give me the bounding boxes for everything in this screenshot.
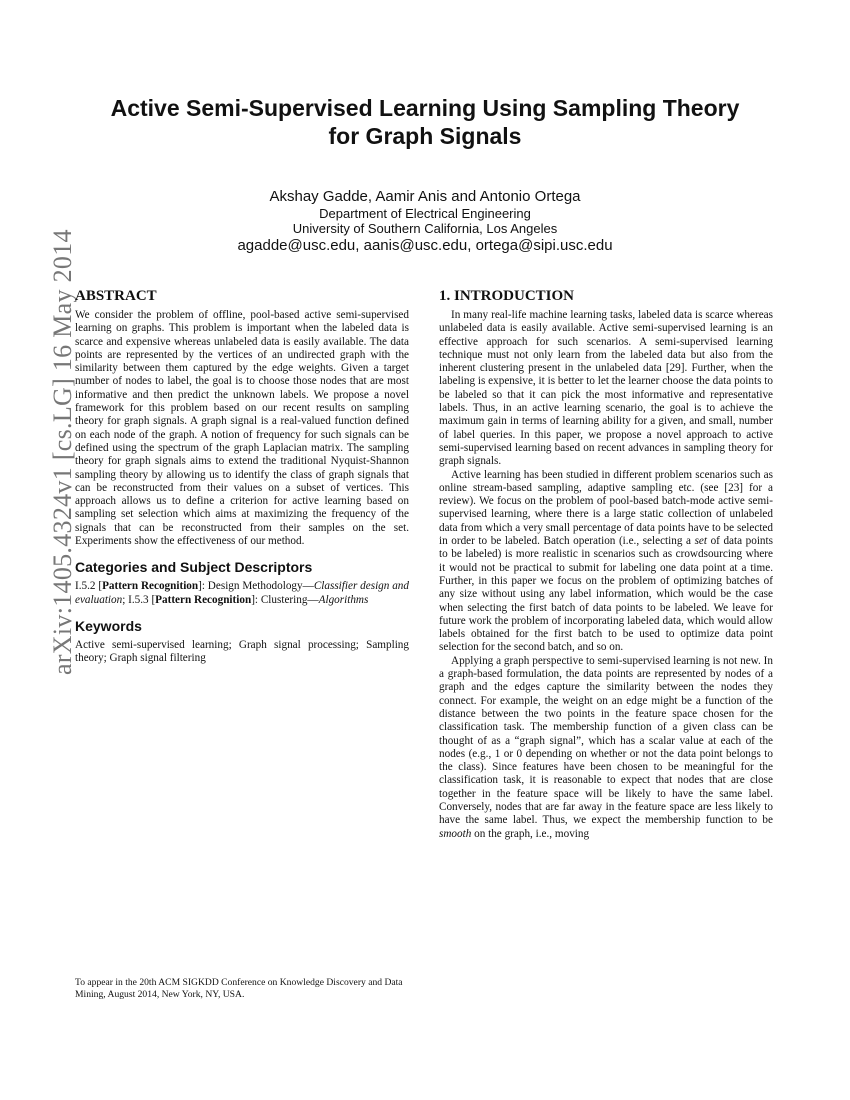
right-column: [439, 287, 773, 841]
conference-footnote: To appear in the 20th ACM SIGKDD Conference on Knowledge Discovery and Data Mining, August 2014, New York, NY, USA.: [75, 977, 403, 1000]
title-line-2: for Graph Signals: [328, 123, 522, 149]
introduction-heading: 1. INTRODUCTION: [439, 288, 575, 304]
intro-paragraph-1: In many real-life machine learning tasks, labeled data is scarce whereas unlabeled data is easily available. Active semi-supervised learning is an effective approach for such scenarios. A semi-supervised learning technique must not only learn from the labeled data but also from the inherent clustering present in the unlabeled data [29]. Further, when the labeling is expensive, it is better to let the learner choose the data points to be labeled so that it can pick the most informative and representative labels. Thus, in an active learning scenario, the goal is to achieve the maximum gain in terms of learning ability for a given, and small, number of label queries. In this paper, we propose a novel approach to active semi-supervised learning based on recent advances in sampling theory for graph signals.: [439, 309, 773, 468]
author-names: Akshay Gadde, Aamir Anis and Antonio Ortega: [269, 188, 581, 205]
left-column: [75, 287, 409, 666]
paper-title: [60, 94, 790, 150]
intro-paragraph-3: Applying a graph perspective to semi-supervised learning is not new. In a graph-based formulation, the data points are represented by nodes of a graph and the edges capture the similarity between the nodes they connect. For example, the weight on an edge might be a function of the distance between the two points in the feature space chosen for the classification task. The membership function of a given class can be thought of as a “graph signal”, which has a scalar value at each of the nodes (e.g., 1 or 0 depending on whether or not the data point belongs to the class). Since features have been chosen to be meaningful for the classification task, it is reasonable to expect that nodes that are close together in the feature space will be likely to have the same label. Conversely, nodes that are far away in the feature space are less likely to have the same label. Thus, we expect the membership function to be smooth on the graph, i.e., moving: [439, 654, 773, 840]
author-emails: agadde@usc.edu, aanis@usc.edu, ortega@sipi.usc.edu: [237, 237, 613, 254]
author-block: [60, 188, 790, 255]
categories-text: I.5.2 [Pattern Recognition]: Design Methodology—Classifier design and evaluation; I.5.3 [Pattern Recognition]: Clustering—Algorithms: [75, 580, 409, 606]
abstract-text: We consider the problem of offline, pool-based active semi-supervised learning on graphs. This problem is important when the labeled data is scarce and expensive whereas unlabeled data is easily available. The data points are represented by the vertices of an undirected graph with the similarity between them captured by the edge weights. Given a target number of nodes to label, the goal is to choose those nodes that are most informative and then predict the unknown labels. We propose a novel framework for this problem based on our recent results on sampling theory for graph signals. A graph signal is a real-valued function defined on each node of the graph. A notion of frequency for such signals can be defined using the spectrum of the graph Laplacian matrix. The sampling theory for graph signals aims to extend the traditional Nyquist-Shannon sampling theory by allowing us to identify the class of graph signals that can be reconstructed from their values on a subset of vertices. This approach allows us to define a criterion for active learning based on sampling set selection which aims at maximizing the frequency of the signals that can be reconstructed from their samples on the set. Experiments show the effectiveness of our method.: [75, 309, 409, 548]
title-line-1: Active Semi-Supervised Learning Using Sampling Theory: [110, 95, 740, 121]
author-university: University of Southern California, Los Angeles: [292, 221, 558, 236]
author-department: Department of Electrical Engineering: [319, 206, 531, 221]
intro-paragraph-2: Active learning has been studied in different problem scenarios such as online stream-based sampling, adaptive sampling etc. (see [23] for a review). We focus on the problem of pool-based batch-mode active semi-supervised learning, where there is a large static collection of unlabeled data from which a very small percentage of data points have to be selected in order to be labeled. Batch operation (i.e., selecting a set of data points to be labeled) is more realistic in scenarios such as crowdsourcing where it would not be practical to submit for labeling one data point at a time. Further, in this paper we focus on the problem of optimizing batches of any size without using any label information, which would be the case when selecting the first batch of data points to be labeled. We leave for future work the problem of incorporating labeled data, which would allow labels obtained for the first batch to be used to optimize data point selection for the second batch, and so on.: [439, 468, 773, 654]
keywords-text: Active semi-supervised learning; Graph signal processing; Sampling theory; Graph signal filtering: [75, 638, 409, 665]
categories-heading: Categories and Subject Descriptors: [75, 559, 313, 576]
arxiv-identifier: arXiv:1405.4324v1 [cs.LG] 16 May 2014: [48, 229, 77, 675]
abstract-heading: ABSTRACT: [75, 288, 157, 304]
keywords-heading: Keywords: [75, 617, 142, 634]
